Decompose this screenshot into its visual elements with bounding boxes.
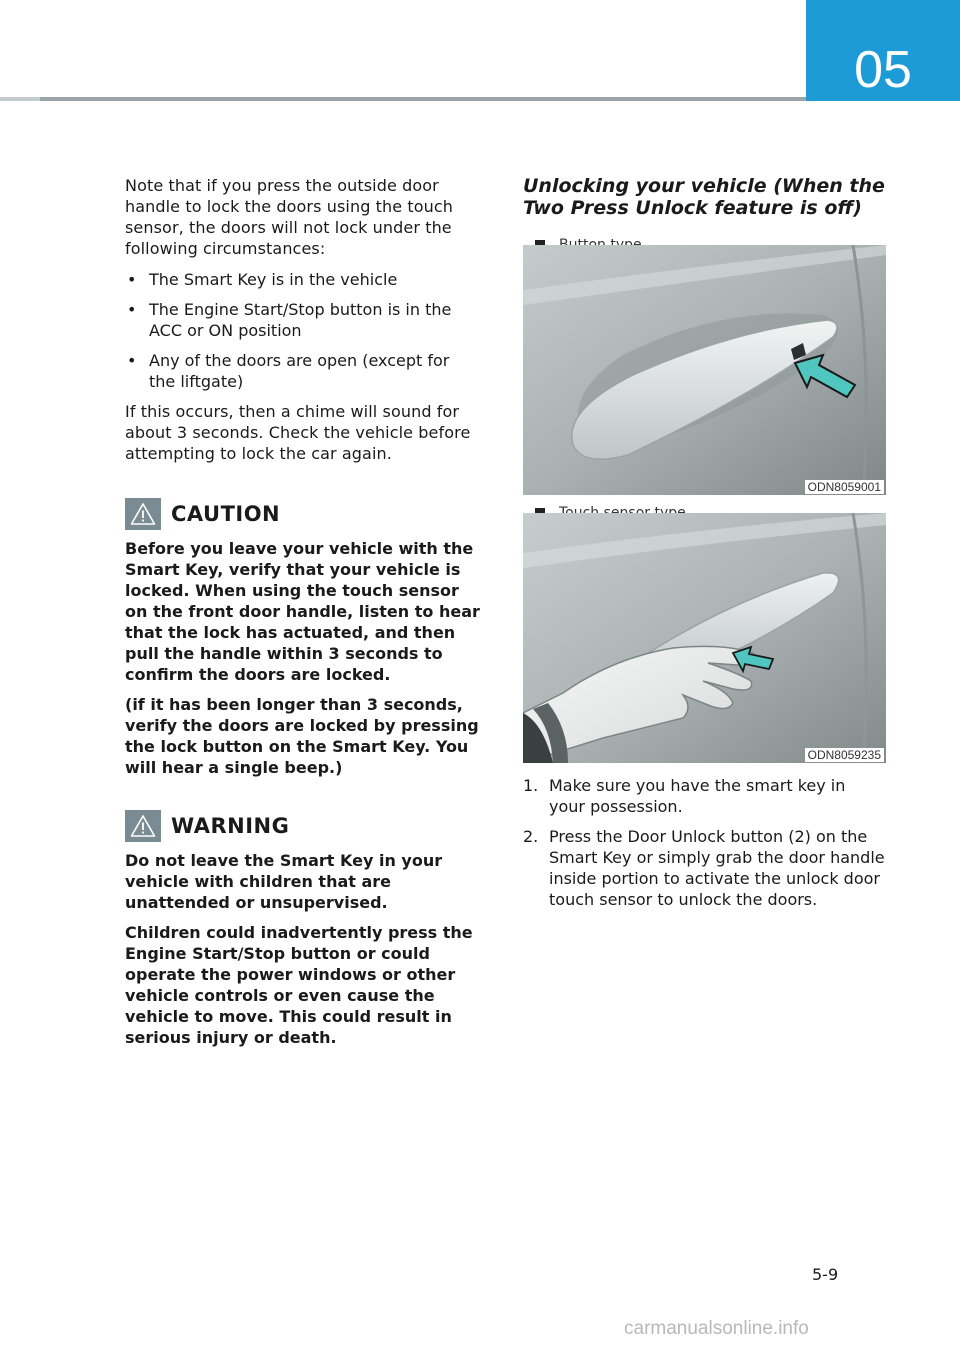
caution-text: (if it has been longer than 3 seconds, verify the doors are locked by pressing the lock button on the Smart Key. You will hear a single beep.)	[125, 695, 479, 777]
list-item: 2. Press the Door Unlock button (2) on the Smart Key or simply grab the door handle inside portion to activate the unlock door touch sensor to unlock the doors.	[523, 827, 885, 909]
section-title: Unlocking your vehicle (When the Two Press Unlock feature is off)	[523, 175, 885, 219]
figure-button-type	[523, 245, 886, 495]
condition-list	[125, 269, 480, 392]
steps-list	[523, 775, 886, 910]
warning-title: WARNING	[171, 814, 290, 838]
figure-touch-sensor-type	[523, 513, 886, 763]
door-handle-illustration	[523, 245, 886, 495]
caution-box	[125, 498, 480, 778]
watermark: carmanualsonline.info	[624, 1318, 809, 1339]
bullet-marker: •	[127, 351, 137, 370]
page-number: 5-9	[812, 1265, 839, 1284]
warning-triangle-icon	[125, 498, 161, 530]
bullet-marker: •	[127, 300, 137, 319]
header-rule	[0, 97, 806, 101]
list-item: 1. Make sure you have the smart key in your possession.	[523, 776, 846, 816]
caution-title: CAUTION	[171, 502, 281, 526]
warning-text: Children could inadvertently press the Engine Start/Stop button or could operate the power windows or other vehicle controls or even cause the vehicle to move. This could result in serious injury or death.	[125, 923, 473, 1047]
warning-text: Do not leave the Smart Key in your vehicle with children that are unattended or unsupervised.	[125, 851, 443, 912]
list-item: • The Engine Start/Stop button is in the ACC or ON position	[127, 300, 452, 340]
bullet-marker: •	[127, 270, 137, 289]
chapter-number: 05	[854, 41, 912, 99]
warning-triangle-icon	[125, 810, 161, 842]
header-rule-accent	[0, 97, 40, 101]
caution-text: Before you leave your vehicle with the Smart Key, verify that your vehicle is locked. When using the touch sensor on the front door handle, listen to hear that the lock has actuated, and then pull the handle within 3 seconds to confirm the doors are locked.	[125, 539, 480, 684]
figure-code: ODN8059001	[805, 480, 884, 494]
list-item: • Any of the doors are open (except for the liftgate)	[127, 351, 450, 391]
left-column	[125, 175, 480, 1048]
list-item: • The Smart Key is in the vehicle	[127, 270, 398, 289]
warning-box	[125, 810, 480, 1048]
chapter-tab	[806, 0, 960, 101]
figure-code: ODN8059235	[805, 748, 884, 762]
intro-paragraph: Note that if you press the outside door handle to lock the doors using the touch sensor, the doors will not lock under the following circumstances:	[125, 176, 454, 258]
hand-on-handle-illustration	[523, 513, 886, 763]
right-column	[523, 175, 886, 919]
chime-paragraph: If this occurs, then a chime will sound for about 3 seconds. Check the vehicle before attempting to lock the car again.	[125, 402, 471, 463]
